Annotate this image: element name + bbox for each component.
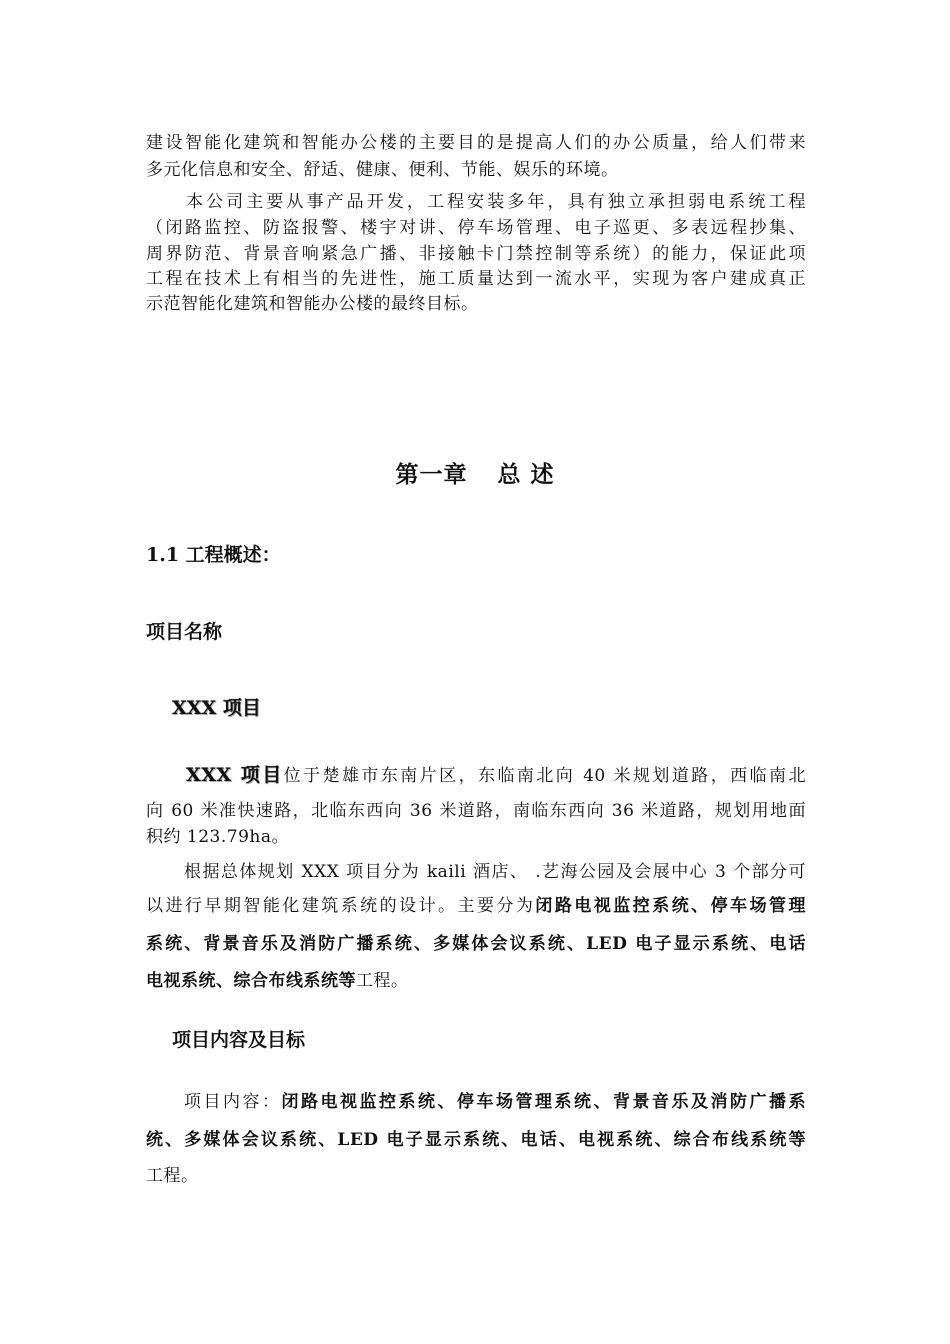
content-heading: 项目内容及目标 bbox=[172, 1029, 306, 1051]
plan-line4 bbox=[146, 966, 806, 991]
chapter-number: 第一章 bbox=[395, 461, 468, 488]
content-line1-bold: 闭路电视监控系统、停车场管理系统、背景音乐及消防广播系 bbox=[281, 1092, 806, 1112]
project-name-heading: 项目名称 bbox=[146, 621, 223, 643]
intro-p1-line2: 多元化信息和安全、舒适、健康、便利、节能、娱乐的环境。 bbox=[146, 160, 619, 180]
chapter-title bbox=[0, 456, 950, 489]
plan-line2 bbox=[146, 891, 806, 916]
plan-line2-bold: 闭路电视监控系统、停车场管理 bbox=[535, 896, 807, 916]
content-line3: 工程。 bbox=[146, 1166, 199, 1186]
plan-line4-text: 工程。 bbox=[356, 971, 409, 991]
chapter-name: 总 述 bbox=[497, 461, 555, 488]
plan-line1: 根据总体规划 XXX 项目分为 kaili 酒店、 .艺海公园及会展中心 3 个部分可 bbox=[184, 862, 806, 882]
location-line1 bbox=[186, 760, 806, 787]
plan-line2-text: 以进行早期智能化建筑系统的设计。主要分为 bbox=[146, 896, 536, 916]
intro-p2-line4: 工程在技术上有相当的先进性，施工质量达到一流水平，实现为客户建成真正 bbox=[146, 269, 806, 289]
content-line1 bbox=[184, 1087, 806, 1112]
intro-p2-line1: 本公司主要从事产品开发，工程安装多年，具有独立承担弱电系统工程 bbox=[186, 192, 806, 212]
location-line1-text: 位于楚雄市东南片区，东临南北向 40 米规划道路，西临南北 bbox=[283, 766, 806, 786]
plan-line4-bold: 电视系统、综合布线系统等 bbox=[146, 971, 356, 991]
project-name-value: XXX 项目 bbox=[172, 697, 261, 719]
section-title: 1.1 工程概述： bbox=[146, 544, 281, 566]
intro-p2-line5: 示范智能化建筑和智能办公楼的最终目标。 bbox=[146, 294, 479, 314]
content-line1-label: 项目内容： bbox=[184, 1092, 282, 1112]
intro-p1-line1: 建设智能化建筑和智能办公楼的主要目的是提高人们的办公质量，给人们带来 bbox=[146, 133, 806, 153]
location-lead: XXX 项目 bbox=[186, 764, 284, 786]
content-line2: 统、多媒体会议系统、LED 电子显示系统、电话、电视系统、综合布线系统等 bbox=[146, 1130, 806, 1150]
plan-line3: 系统、背景音乐及消防广播系统、多媒体会议系统、LED 电子显示系统、电话 bbox=[146, 934, 806, 954]
location-line3: 积约 123.79ha。 bbox=[146, 827, 289, 847]
location-line2: 向 60 米准快速路，北临东西向 36 米道路，南临东西向 36 米道路，规划用地面 bbox=[146, 801, 806, 821]
intro-p2-line3: 周界防范、背景音响紧急广播、非接触卡门禁控制等系统）的能力，保证此项 bbox=[146, 244, 806, 264]
intro-p2-line2: （闭路监控、防盗报警、楼宇对讲、停车场管理、电子巡更、多表远程抄集、 bbox=[146, 218, 806, 238]
